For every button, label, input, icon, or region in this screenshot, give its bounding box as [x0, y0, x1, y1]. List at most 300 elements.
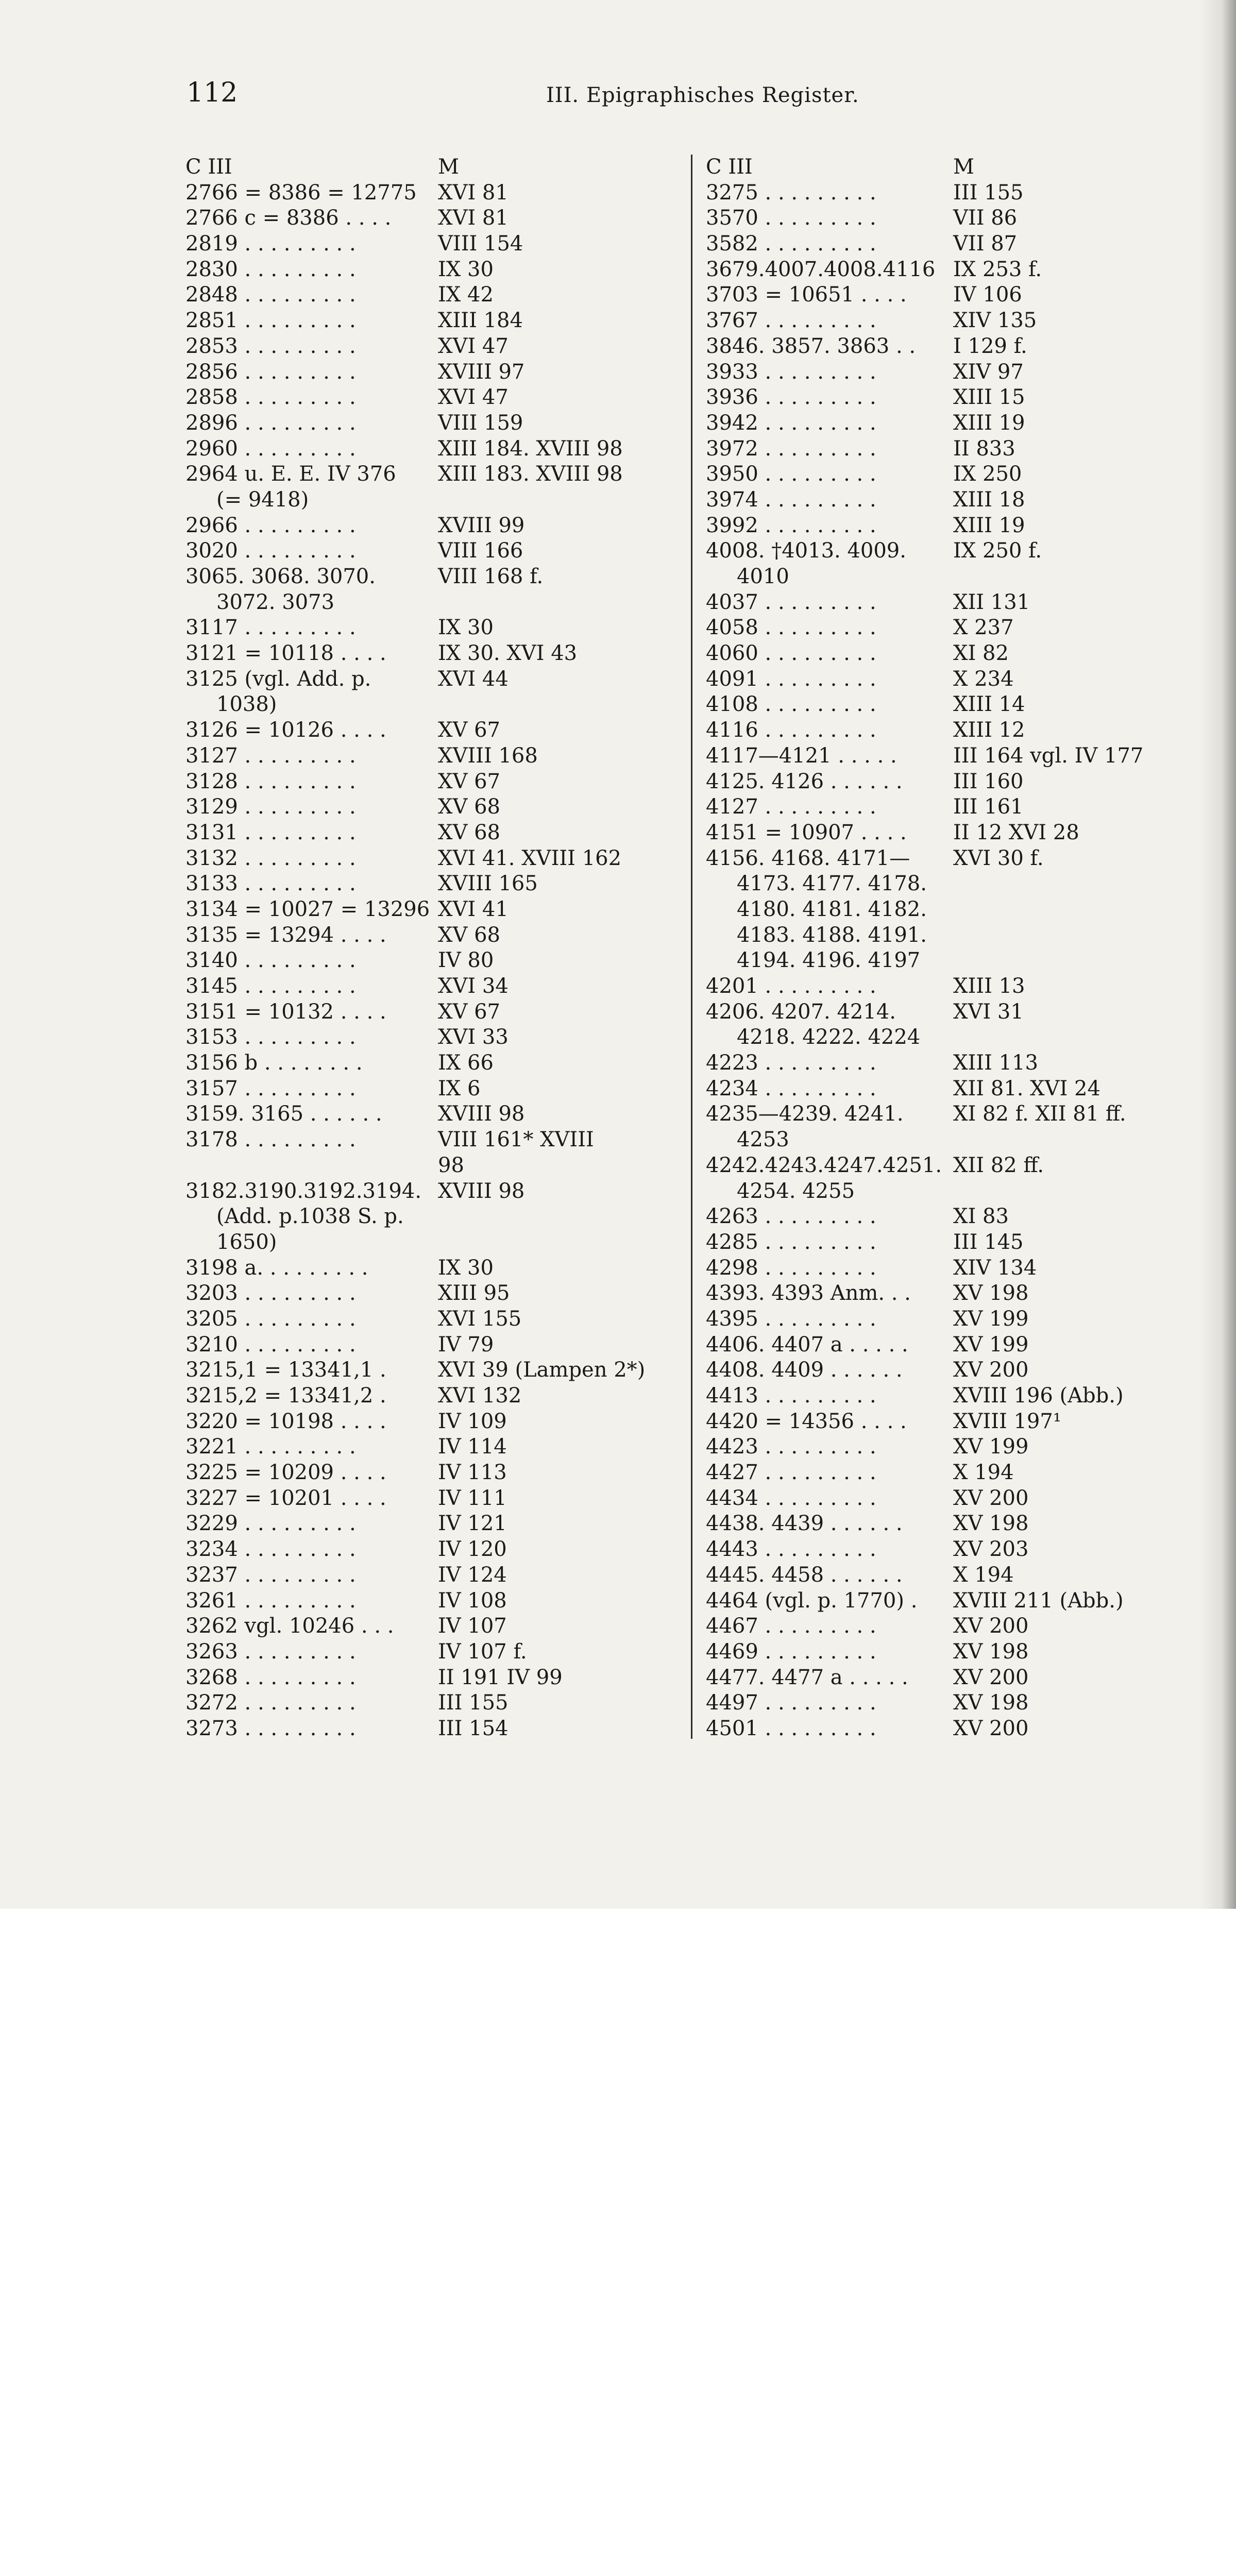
volume-page-reference: XVI 41	[438, 897, 509, 921]
index-entry-row	[706, 1563, 1216, 1588]
volume-page-reference: IV 80	[438, 948, 494, 973]
index-entry-row	[706, 846, 1216, 872]
footer-bar	[0, 1909, 1236, 2009]
index-entry-row	[706, 923, 1216, 948]
volume-page-reference: IX 250 f.	[953, 539, 1042, 563]
volume-page-reference: IV 107	[438, 1614, 507, 1638]
volume-page-reference: IV 106	[953, 283, 1022, 307]
inscription-number: 4445. 4458 . . . . . .	[706, 1563, 903, 1587]
inscription-number: 4464 (vgl. p. 1770) .	[706, 1588, 918, 1613]
inscription-number: 4127 . . . . . . . . .	[706, 795, 876, 819]
index-entry-row	[706, 513, 1216, 539]
index-entry-row	[185, 1050, 675, 1076]
inscription-number: C III	[185, 155, 232, 179]
index-entry-row	[706, 615, 1216, 641]
inscription-number: 3950 . . . . . . . . .	[706, 462, 876, 486]
index-entry-row	[185, 846, 675, 872]
inscription-number: 4010	[737, 565, 789, 588]
index-entry-row	[185, 1486, 675, 1512]
volume-page-reference: XV 200	[953, 1358, 1029, 1382]
inscription-number: 3125 (vgl. Add. p.	[185, 667, 371, 691]
volume-page-reference: VII 86	[953, 206, 1018, 230]
volume-page-reference: IX 30	[438, 257, 494, 281]
index-entry-row	[706, 1230, 1216, 1256]
index-entry-row	[706, 1050, 1216, 1076]
volume-page-reference: XV 198	[953, 1281, 1029, 1306]
index-entry-row	[706, 360, 1216, 385]
volume-page-reference: X 234	[953, 667, 1014, 691]
index-entry-row	[185, 564, 675, 590]
inscription-number: 4108 . . . . . . . . .	[706, 692, 876, 717]
volume-page-reference: XV 67	[438, 769, 500, 793]
volume-page-reference: XI 82 f. XII 81 ff.	[953, 1102, 1126, 1126]
inscription-number: 4420 = 14356 . . . .	[706, 1409, 907, 1433]
inscription-number: 2819 . . . . . . . . .	[185, 232, 356, 256]
volume-page-reference: IV 124	[438, 1563, 507, 1587]
volume-page-reference: XIII 183. XVIII 98	[438, 462, 623, 486]
index-entry-row	[185, 155, 675, 180]
volume-page-reference: XVIII 98	[438, 1102, 525, 1126]
inscription-number: 4117—4121 . . . . .	[706, 743, 897, 768]
volume-page-reference: XII 131	[953, 590, 1030, 614]
inscription-number: 4393. 4393 Anm. . .	[706, 1281, 911, 1306]
inscription-number: 2848 . . . . . . . . .	[185, 283, 356, 307]
index-entry-row	[706, 1179, 1216, 1205]
index-entry-row	[706, 948, 1216, 974]
index-entry-row	[185, 999, 675, 1025]
index-entry-row	[185, 385, 675, 411]
inscription-number: 3133 . . . . . . . . .	[185, 872, 356, 896]
inscription-number: 4263 . . . . . . . . .	[706, 1205, 876, 1229]
index-entry-row	[706, 897, 1216, 923]
inscription-number: 3072. 3073	[216, 590, 335, 614]
volume-page-reference: XVIII 98	[438, 1179, 525, 1203]
index-entry-row	[185, 334, 675, 360]
inscription-number: 2858 . . . . . . . . .	[185, 385, 356, 410]
inscription-number: 3145 . . . . . . . . .	[185, 974, 356, 998]
inscription-number: 4477. 4477 a . . . . .	[706, 1665, 908, 1689]
inscription-number: 4443 . . . . . . . . .	[706, 1537, 876, 1562]
index-entry-row	[185, 436, 675, 462]
inscription-number: 3679.4007.4008.4116	[706, 257, 936, 281]
volume-page-reference: XV 68	[438, 923, 500, 947]
index-entry-row	[185, 1153, 675, 1179]
volume-page-reference: XVI 39 (Lampen 2*)	[438, 1358, 646, 1382]
inscription-number: 4206. 4207. 4214.	[706, 999, 896, 1024]
inscription-number: 4218. 4222. 4224	[737, 1025, 921, 1049]
volume-page-reference: XV 198	[953, 1639, 1029, 1664]
volume-page-reference: II 833	[953, 436, 1015, 461]
volume-page-reference: XVI 132	[438, 1384, 522, 1408]
volume-page-reference: XV 68	[438, 795, 500, 819]
inscription-number: 2966 . . . . . . . . .	[185, 513, 356, 537]
index-entry-row	[706, 1690, 1216, 1716]
index-entry-row	[706, 155, 1216, 180]
index-entry-row	[185, 360, 675, 385]
inscription-number: 3117 . . . . . . . . .	[185, 616, 356, 640]
index-entry-row	[706, 820, 1216, 846]
volume-page-reference: XVI 47	[438, 385, 509, 410]
inscription-number: 4180. 4181. 4182.	[737, 897, 927, 921]
inscription-number: 3582 . . . . . . . . .	[706, 232, 876, 256]
index-entry-row	[185, 641, 675, 667]
volume-page-reference: II 191 IV 99	[438, 1665, 563, 1689]
inscription-number: 4395 . . . . . . . . .	[706, 1307, 876, 1331]
inscription-number: 3263 . . . . . . . . .	[185, 1639, 356, 1664]
inscription-number: 4201 . . . . . . . . .	[706, 974, 876, 998]
index-entry-row	[706, 1076, 1216, 1102]
volume-page-reference: XIII 19	[953, 513, 1025, 537]
running-title: III. Epigraphisches Register.	[546, 83, 859, 107]
index-entry-row	[706, 257, 1216, 283]
inscription-number: 4469 . . . . . . . . .	[706, 1639, 876, 1664]
right-index-column	[706, 155, 1216, 1739]
volume-page-reference: XVI 47	[438, 334, 509, 358]
index-entry-row	[706, 1153, 1216, 1179]
inscription-number: 3275 . . . . . . . . .	[706, 180, 876, 205]
inscription-number: 3215,1 = 13341,1 .	[185, 1358, 386, 1382]
index-entry-row	[185, 1230, 675, 1256]
inscription-number: 3153 . . . . . . . . .	[185, 1025, 356, 1049]
volume-page-reference: XVIII 196 (Abb.)	[953, 1384, 1124, 1408]
volume-page-reference: XIII 113	[953, 1051, 1038, 1075]
inscription-number: 3156 b . . . . . . . .	[185, 1051, 363, 1075]
inscription-number: (= 9418)	[216, 487, 309, 512]
inscription-number: (Add. p.1038 S. p.	[216, 1205, 404, 1229]
volume-page-reference: X 194	[953, 1563, 1014, 1587]
index-entry-row	[706, 590, 1216, 616]
inscription-number: 2853 . . . . . . . . .	[185, 334, 356, 358]
inscription-number: 3972 . . . . . . . . .	[706, 436, 876, 461]
inscription-number: 4423 . . . . . . . . .	[706, 1435, 876, 1459]
index-entry-row	[185, 718, 675, 743]
inscription-number: 4434 . . . . . . . . .	[706, 1486, 876, 1510]
volume-page-reference: XIII 184	[438, 309, 523, 333]
index-entry-row	[185, 257, 675, 283]
inscription-number: 3159. 3165 . . . . . .	[185, 1102, 382, 1126]
inscription-number: C III	[706, 155, 753, 179]
index-entry-row	[185, 411, 675, 436]
inscription-number: 4497 . . . . . . . . .	[706, 1691, 876, 1715]
index-entry-row	[185, 820, 675, 846]
index-entry-row	[185, 1460, 675, 1486]
inscription-number: 2766 = 8386 = 12775	[185, 180, 417, 205]
volume-page-reference: XVI 34	[438, 974, 509, 998]
index-entry-row	[706, 667, 1216, 692]
index-entry-row	[706, 564, 1216, 590]
inscription-number: 2830 . . . . . . . . .	[185, 257, 356, 281]
volume-page-reference: X 237	[953, 616, 1014, 640]
inscription-number: 4223 . . . . . . . . .	[706, 1051, 876, 1075]
inscription-number: 4438. 4439 . . . . . .	[706, 1512, 903, 1536]
index-entry-row	[185, 206, 675, 231]
volume-page-reference: XV 67	[438, 718, 500, 742]
index-entry-row	[185, 1383, 675, 1409]
inscription-number: 1038)	[216, 692, 277, 717]
volume-page-reference: IV 114	[438, 1435, 507, 1459]
inscription-number: 3198 a. . . . . . . . .	[185, 1256, 368, 1280]
index-entry-row	[706, 999, 1216, 1025]
volume-page-reference: XV 200	[953, 1665, 1029, 1689]
index-entry-row	[706, 641, 1216, 667]
volume-page-reference: VII 87	[953, 232, 1018, 256]
inscription-number: 3178 . . . . . . . . .	[185, 1128, 356, 1152]
inscription-number: 4242.4243.4247.4251.	[706, 1153, 942, 1177]
index-entry-row	[185, 1716, 675, 1742]
index-entry-row	[706, 462, 1216, 487]
index-entry-row	[706, 1511, 1216, 1537]
inscription-number: 3129 . . . . . . . . .	[185, 795, 356, 819]
volume-page-reference: XIII 18	[953, 487, 1025, 512]
index-entry-row	[185, 590, 675, 616]
volume-page-reference: III 164 vgl. IV 177	[953, 743, 1144, 768]
inscription-number: 3126 = 10126 . . . .	[185, 718, 386, 742]
inscription-number: 4298 . . . . . . . . .	[706, 1256, 876, 1280]
index-entry-row	[185, 1332, 675, 1358]
inscription-number: 3203 . . . . . . . . .	[185, 1281, 356, 1306]
inscription-number: 3157 . . . . . . . . .	[185, 1076, 356, 1100]
inscription-number: 4058 . . . . . . . . .	[706, 616, 876, 640]
index-entry-row	[706, 1588, 1216, 1614]
volume-page-reference: IX 30	[438, 1256, 494, 1280]
inscription-number: 3227 = 10201 . . . .	[185, 1486, 386, 1510]
volume-page-reference: IV 121	[438, 1512, 507, 1536]
inscription-number: 3570 . . . . . . . . .	[706, 206, 876, 230]
index-entry-row	[706, 1716, 1216, 1742]
index-entry-row	[706, 334, 1216, 360]
volume-page-reference: II 12 XVI 28	[953, 820, 1079, 844]
volume-page-reference: XVIII 168	[438, 743, 538, 768]
volume-page-reference: XVI 81	[438, 206, 509, 230]
index-entry-row	[706, 1639, 1216, 1665]
inscription-number: 4116 . . . . . . . . .	[706, 718, 876, 742]
index-entry-row	[706, 974, 1216, 999]
inscription-number: 4156. 4168. 4171—	[706, 846, 910, 870]
inscription-number: 3229 . . . . . . . . .	[185, 1512, 356, 1536]
volume-page-reference: XVI 41. XVIII 162	[438, 846, 622, 870]
volume-page-reference: XIII 14	[953, 692, 1025, 717]
index-entry-row	[706, 231, 1216, 257]
inscription-number: 1650)	[216, 1230, 277, 1254]
inscription-number: 3182.3190.3192.3194.	[185, 1179, 422, 1203]
index-entry-row	[185, 538, 675, 564]
inscription-number: 4501 . . . . . . . . .	[706, 1716, 876, 1740]
inscription-number: 4254. 4255	[737, 1179, 855, 1203]
inscription-number: 4037 . . . . . . . . .	[706, 590, 876, 614]
volume-page-reference: IX 6	[438, 1076, 481, 1100]
volume-page-reference: VIII 159	[438, 411, 523, 435]
index-entry-row	[706, 385, 1216, 411]
inscription-number: 4060 . . . . . . . . .	[706, 641, 876, 666]
volume-page-reference: IV 113	[438, 1461, 507, 1485]
volume-page-reference: M	[438, 155, 459, 179]
index-entry-row	[706, 1204, 1216, 1230]
volume-page-reference: IV 109	[438, 1409, 507, 1433]
volume-page-reference: IX 42	[438, 283, 494, 307]
volume-page-reference: IV 79	[438, 1332, 494, 1357]
inscription-number: 3210 . . . . . . . . .	[185, 1332, 356, 1357]
index-entry-row	[706, 436, 1216, 462]
inscription-number: 4285 . . . . . . . . .	[706, 1230, 876, 1254]
inscription-number: 3974 . . . . . . . . .	[706, 487, 876, 512]
inscription-number: 3936 . . . . . . . . .	[706, 385, 876, 410]
volume-page-reference: VIII 154	[438, 232, 523, 256]
index-entry-row	[185, 871, 675, 897]
volume-page-reference: XIII 15	[953, 385, 1025, 410]
volume-page-reference: XV 199	[953, 1332, 1029, 1357]
inscription-number: 3992 . . . . . . . . .	[706, 513, 876, 537]
volume-page-reference: XVI 155	[438, 1307, 522, 1331]
index-entry-row	[185, 1256, 675, 1281]
volume-page-reference: XV 67	[438, 999, 500, 1024]
volume-page-reference: IV 120	[438, 1537, 507, 1562]
volume-page-reference: X 194	[953, 1461, 1014, 1485]
index-entry-row	[185, 1511, 675, 1537]
index-entry-row	[706, 1101, 1216, 1127]
index-entry-row	[706, 692, 1216, 718]
index-entry-row	[706, 1358, 1216, 1383]
index-entry-row	[706, 769, 1216, 795]
index-entry-row	[706, 1256, 1216, 1281]
index-entry-row	[185, 923, 675, 948]
index-entry-row	[185, 513, 675, 539]
index-entry-row	[185, 1307, 675, 1332]
index-entry-row	[185, 1614, 675, 1639]
index-entry-row	[185, 1076, 675, 1102]
inscription-number: 3261 . . . . . . . . .	[185, 1588, 356, 1613]
volume-page-reference: IX 66	[438, 1051, 494, 1075]
index-entry-row	[185, 1665, 675, 1691]
page-number: 112	[187, 77, 238, 108]
index-entry-row	[706, 282, 1216, 308]
index-entry-row	[185, 615, 675, 641]
inscription-number: 3273 . . . . . . . . .	[185, 1716, 356, 1740]
index-entry-row	[185, 1588, 675, 1614]
inscription-number: 3140 . . . . . . . . .	[185, 948, 356, 973]
inscription-number: 2851 . . . . . . . . .	[185, 309, 356, 333]
volume-page-reference: XV 200	[953, 1716, 1029, 1740]
volume-page-reference: XV 68	[438, 820, 500, 844]
inscription-number: 4183. 4188. 4191.	[737, 923, 927, 947]
volume-page-reference: III 155	[953, 180, 1024, 205]
index-entry-row	[706, 1409, 1216, 1435]
volume-page-reference: XVIII 99	[438, 513, 525, 537]
inscription-number: 3121 = 10118 . . . .	[185, 641, 386, 666]
inscription-number: 3065. 3068. 3070.	[185, 565, 376, 588]
volume-page-reference: XI 82	[953, 641, 1009, 666]
inscription-number: 4194. 4196. 4197	[737, 948, 921, 973]
index-entry-row	[706, 1434, 1216, 1460]
index-entry-row	[706, 1383, 1216, 1409]
index-entry-row	[185, 1281, 675, 1307]
inscription-number: 4151 = 10907 . . . .	[706, 820, 907, 844]
index-entry-row	[706, 1537, 1216, 1563]
inscription-number: 4413 . . . . . . . . .	[706, 1384, 876, 1408]
inscription-number: 2960 . . . . . . . . .	[185, 436, 356, 461]
index-entry-row	[185, 282, 675, 308]
inscription-number: 4091 . . . . . . . . .	[706, 667, 876, 691]
volume-page-reference: XV 199	[953, 1435, 1029, 1459]
index-entry-row	[185, 1409, 675, 1435]
index-entry-row	[185, 1358, 675, 1383]
inscription-number: 2856 . . . . . . . . .	[185, 360, 356, 384]
volume-page-reference: XVIII 97	[438, 360, 525, 384]
inscription-number: 4234 . . . . . . . . .	[706, 1076, 876, 1100]
index-entry-row	[185, 462, 675, 487]
inscription-number: 3221 . . . . . . . . .	[185, 1435, 356, 1459]
index-entry-row	[706, 1127, 1216, 1153]
index-entry-row	[185, 692, 675, 718]
inscription-number: 3215,2 = 13341,2 .	[185, 1384, 386, 1408]
volume-page-reference: XIV 97	[953, 360, 1024, 384]
index-entry-row	[185, 897, 675, 923]
index-entry-row	[185, 1434, 675, 1460]
inscription-number: 3128 . . . . . . . . .	[185, 769, 356, 793]
inscription-number: 4408. 4409 . . . . . .	[706, 1358, 903, 1382]
inscription-number: 3767 . . . . . . . . .	[706, 309, 876, 333]
volume-page-reference: XII 82 ff.	[953, 1153, 1044, 1177]
inscription-number: 3942 . . . . . . . . .	[706, 411, 876, 435]
inscription-number: 3135 = 13294 . . . .	[185, 923, 386, 947]
inscription-number: 3272 . . . . . . . . .	[185, 1691, 356, 1715]
index-entry-row	[185, 769, 675, 795]
index-entry-row	[706, 1307, 1216, 1332]
volume-page-reference: XVI 44	[438, 667, 509, 691]
volume-page-reference: XVI 30 f.	[953, 846, 1044, 870]
inscription-number: 3234 . . . . . . . . .	[185, 1537, 356, 1562]
volume-page-reference: XVI 31	[953, 999, 1024, 1024]
index-entry-row	[706, 1665, 1216, 1691]
index-entry-row	[185, 1639, 675, 1665]
inscription-number: 3205 . . . . . . . . .	[185, 1307, 356, 1331]
inscription-number: 3225 = 10209 . . . .	[185, 1461, 386, 1485]
inscription-number: 3268 . . . . . . . . .	[185, 1665, 356, 1689]
volume-page-reference: IX 30	[438, 616, 494, 640]
volume-page-reference: VIII 166	[438, 539, 523, 563]
volume-page-reference: XIII 184. XVIII 98	[438, 436, 623, 461]
volume-page-reference: XV 198	[953, 1512, 1029, 1536]
inscription-number: 4253	[737, 1128, 789, 1152]
inscription-number: 4427 . . . . . . . . .	[706, 1461, 876, 1485]
inscription-number: 2896 . . . . . . . . .	[185, 411, 356, 435]
volume-page-reference: VIII 168 f.	[438, 565, 544, 588]
inscription-number: 3846. 3857. 3863 . .	[706, 334, 916, 358]
index-entry-row	[706, 743, 1216, 769]
inscription-number: 4008. †4013. 4009.	[706, 539, 906, 563]
index-entry-row	[185, 1537, 675, 1563]
index-entry-row	[706, 487, 1216, 513]
index-entry-row	[185, 487, 675, 513]
left-index-column	[185, 155, 675, 1739]
index-entry-row	[706, 794, 1216, 820]
index-entry-row	[185, 231, 675, 257]
index-entry-row	[706, 1460, 1216, 1486]
inscription-number: 4235—4239. 4241.	[706, 1102, 904, 1126]
index-entry-row	[706, 1614, 1216, 1639]
volume-page-reference: XVIII 165	[438, 872, 538, 896]
volume-page-reference: 98	[438, 1153, 464, 1177]
volume-page-reference: VIII 161* XVIII	[438, 1128, 594, 1152]
volume-page-reference: XVIII 211 (Abb.)	[953, 1588, 1124, 1613]
inscription-number: 3703 = 10651 . . . .	[706, 283, 907, 307]
volume-page-reference: XIII 13	[953, 974, 1025, 998]
inscription-number: 3134 = 10027 = 13296	[185, 897, 430, 921]
volume-page-reference: XIV 134	[953, 1256, 1037, 1280]
index-entry-row	[706, 411, 1216, 436]
volume-page-reference: XV 200	[953, 1614, 1029, 1638]
inscription-number: 4406. 4407 a . . . . .	[706, 1332, 908, 1357]
index-entry-row	[706, 871, 1216, 897]
